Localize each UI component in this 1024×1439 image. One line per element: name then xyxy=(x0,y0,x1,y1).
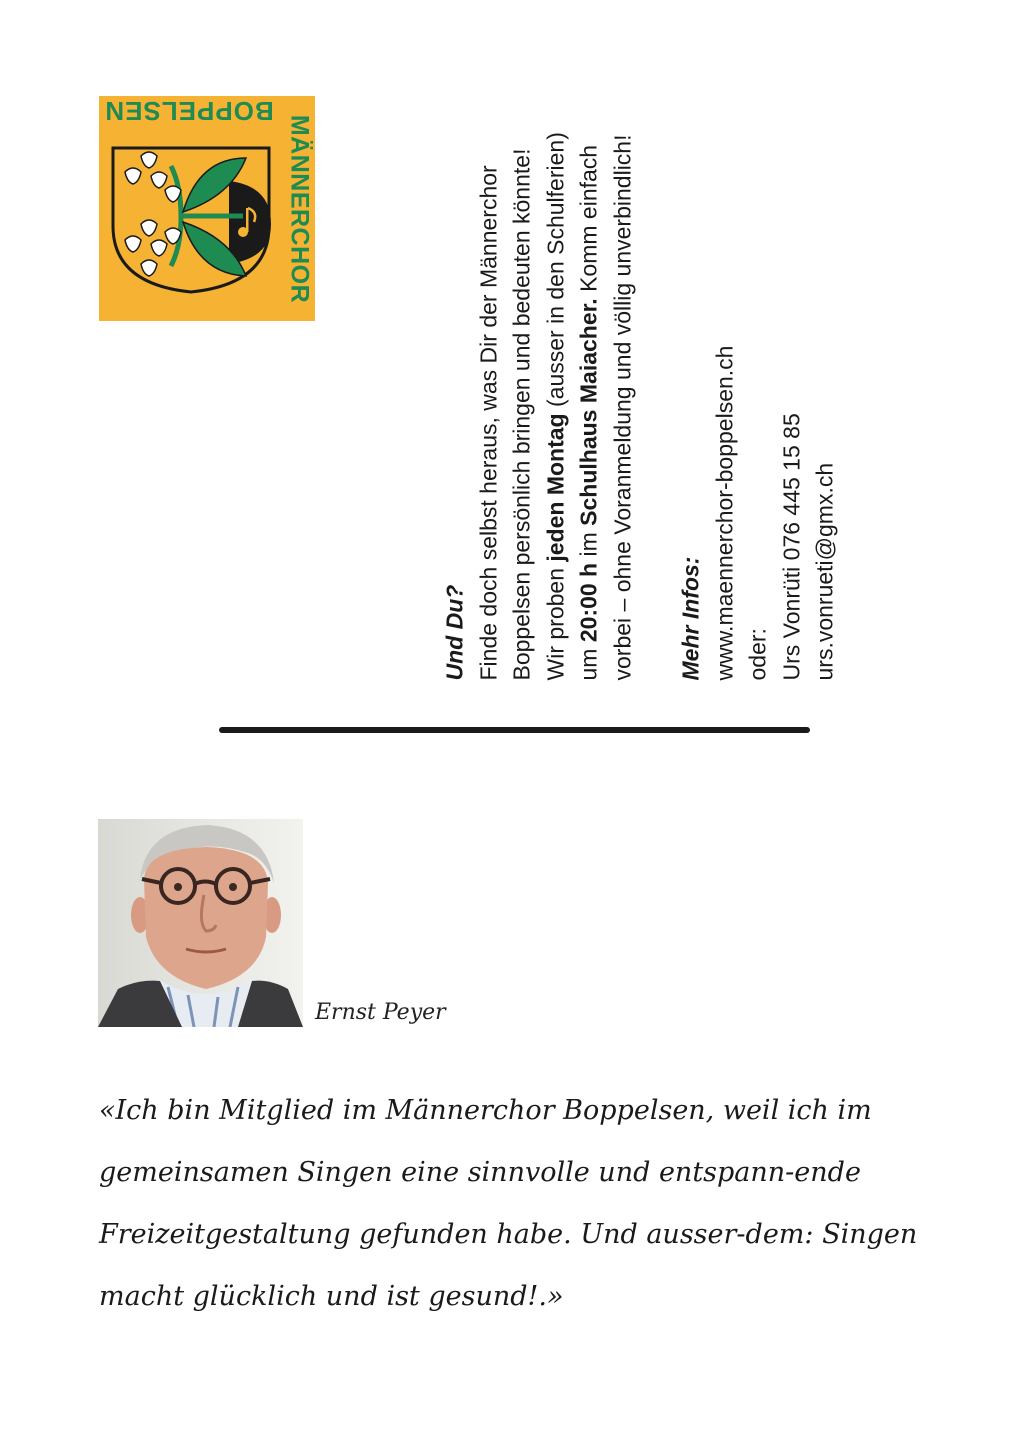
invite-text-part: (ausser in den Schulferien) um xyxy=(541,131,601,680)
choir-logo xyxy=(99,96,315,321)
info-email[interactable]: urs.vonrueti@gmx.ch xyxy=(811,462,837,680)
invitation-block xyxy=(438,125,918,680)
invite-heading: Und Du? xyxy=(441,584,467,680)
info-or: oder: xyxy=(744,627,770,680)
invite-text-part: Finde doch selbst heraus, was Dir der Männerchor Boppelsen persönlich bringen und bedeuten könnte! Wir proben xyxy=(474,148,568,680)
member-quote: «Ich bin Mitglied im Männerchor Boppelsen, weil ich im gemeinsamen Singen eine sinnvolle und entspann-ende Freizeitgestaltung gefunden habe. Und ausser-dem: Singen macht glücklich und ist gesund!.» xyxy=(99,1095,918,1312)
logo-side-text: MÄNNERCHOR xyxy=(285,114,314,303)
portrait-caption: Ernst Peyer xyxy=(315,1000,446,1025)
rehearsal-day: jeden Montag xyxy=(541,412,568,562)
info-website[interactable]: www.maennerchor-boppelsen.ch xyxy=(710,345,737,680)
invite-text-part: im xyxy=(575,525,601,563)
rehearsal-location: Schulhaus Maiacher. xyxy=(575,297,601,526)
lily-of-the-valley-shield-icon xyxy=(111,146,281,296)
portrait-photo xyxy=(98,819,303,1027)
info-contact: Urs Vonrüti 076 445 15 85 xyxy=(777,412,804,680)
info-heading: Mehr Infos: xyxy=(677,556,703,680)
divider xyxy=(219,727,810,733)
invite-text xyxy=(472,125,640,680)
rehearsal-time: 20:00 h xyxy=(575,562,601,642)
logo-top-text: BOPPELSEN xyxy=(104,96,274,127)
invite-text-part: Komm einfach vorbei – ohne Voranmeldung und völlig unverbindlich! xyxy=(575,134,635,680)
